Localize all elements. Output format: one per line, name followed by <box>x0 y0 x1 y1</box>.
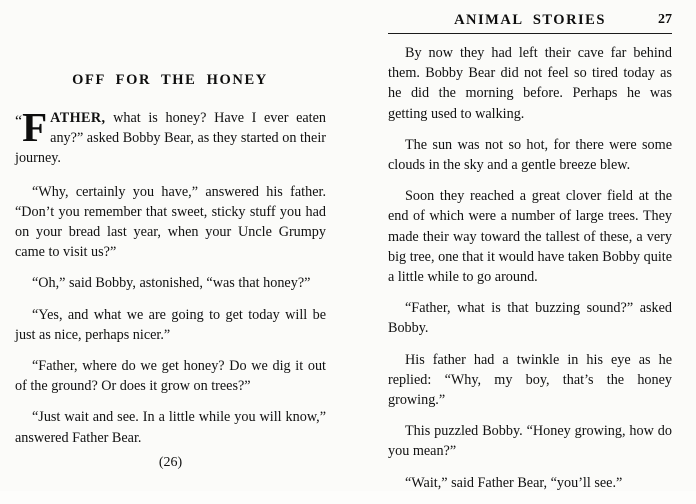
right-page-body-text <box>388 43 672 504</box>
paragraph: “Yes, and what we are going to get today will be just as nice, perhaps nicer.” <box>15 306 326 343</box>
page-folio-left: (26) <box>158 455 183 470</box>
page-folio-right: 27 <box>658 12 672 27</box>
opening-paragraph-text: what is honey? Have I ever eaten any?” asked Bobby Bear, as they started on their journey. <box>15 110 326 167</box>
paragraph: “Oh,” said Bobby, astonished, “was that honey?” <box>32 275 311 292</box>
header-rule <box>388 33 672 34</box>
chapter-title: OFF FOR THE HONEY <box>72 72 268 88</box>
drop-cap-letter: F <box>22 104 48 150</box>
paragraph: By now they had left their cave far behind them. Bobby Bear did not feel so tired today as he did the morning before. Perhaps he was getting used to walking. <box>388 45 672 122</box>
opening-lead-caps: ATHER, <box>50 110 106 126</box>
paragraph: “Why, certainly you have,” answered his father. “Don’t you remember that sweet, sticky stuff you had on your bread last year, when your Uncle Grumpy came to visit us?” <box>15 183 326 261</box>
paragraph: This puzzled Bobby. “Honey growing, how do you mean?” <box>388 423 672 460</box>
right-page <box>350 0 696 491</box>
running-head-title: ANIMAL STORIES <box>454 12 606 28</box>
left-page-body-text <box>15 104 326 459</box>
opening-quotation-mark: “ <box>15 113 23 130</box>
paragraph: Soon they reached a great clover field at the end of which were a number of large trees. They made their way toward the tallest of these, a very big tree, one that it would have taken Bobby quite a little while to go around. <box>388 188 672 286</box>
paragraph: “Just wait and see. In a little while you will know,” answered Father Bear. <box>15 409 326 446</box>
paragraph: “Father, what is that buzzing sound?” asked Bobby. <box>388 300 672 337</box>
paragraph: “Wait,” said Father Bear, “you’ll see.” <box>405 474 623 491</box>
paragraph: The sun was not so hot, for there were some clouds in the sky and a gentle breeze blew. <box>388 136 672 174</box>
running-head <box>388 12 672 29</box>
left-page <box>0 0 340 491</box>
paragraph: “Father, where do we get honey? Do we dig it out of the ground? Or does it grow on trees?” <box>15 358 326 395</box>
opening-paragraph <box>15 104 326 169</box>
paragraph: His father had a twinkle in his eye as he replied: “Why, my boy, that’s the honey growing.” <box>388 351 672 409</box>
